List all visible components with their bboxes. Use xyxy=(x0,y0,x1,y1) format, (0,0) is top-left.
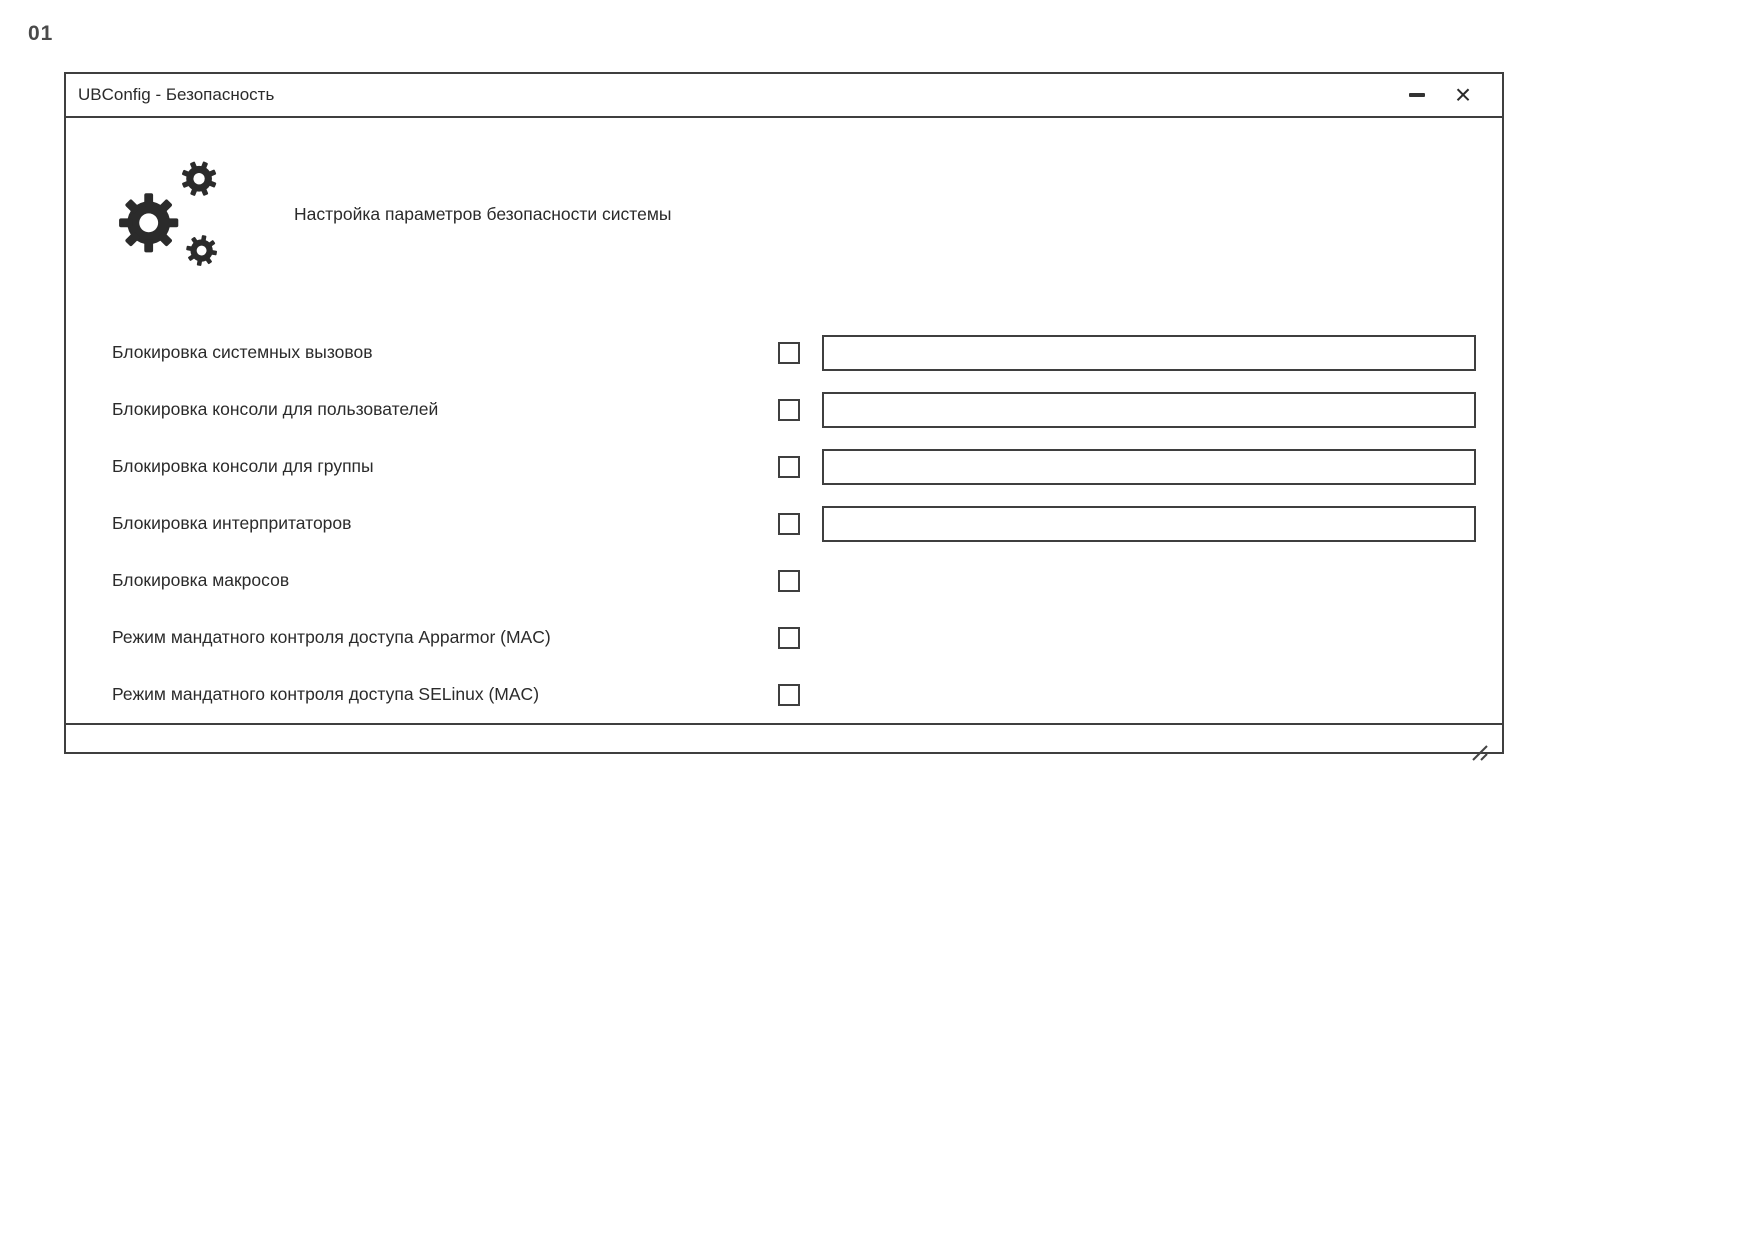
setting-checkbox[interactable] xyxy=(778,399,800,421)
setting-text-input[interactable] xyxy=(822,335,1476,371)
setting-label: Режим мандатного контроля доступа SELinux (MAC) xyxy=(112,684,540,704)
window-statusbar xyxy=(66,723,1502,769)
setting-checkbox[interactable] xyxy=(778,513,800,535)
setting-checkbox[interactable] xyxy=(778,456,800,478)
setting-text-input[interactable] xyxy=(822,392,1476,428)
window-title: UBConfig - Безопасность xyxy=(78,85,275,104)
page-number-label: 01 xyxy=(28,22,54,45)
setting-checkbox[interactable] xyxy=(778,627,800,649)
settings-form xyxy=(112,324,1476,723)
setting-text-input[interactable] xyxy=(822,506,1476,542)
setting-label: Блокировка интерпритаторов xyxy=(112,513,352,533)
settings-row xyxy=(112,381,1476,438)
ubconfig-security-window xyxy=(64,72,1504,754)
settings-row xyxy=(112,666,1476,723)
gears-icon xyxy=(112,151,232,277)
setting-label: Блокировка консоли для пользователей xyxy=(112,399,439,419)
setting-label: Блокировка системных вызовов xyxy=(112,342,373,362)
window-description: Настройка параметров безопасности системы xyxy=(294,203,672,224)
setting-label: Блокировка консоли для группы xyxy=(112,456,374,476)
setting-text-input[interactable] xyxy=(822,449,1476,485)
settings-row xyxy=(112,324,1476,381)
settings-row xyxy=(112,495,1476,552)
setting-checkbox[interactable] xyxy=(778,570,800,592)
resize-grip-icon[interactable] xyxy=(1470,743,1488,761)
settings-row xyxy=(112,609,1476,666)
minimize-button[interactable] xyxy=(1400,78,1434,112)
setting-checkbox[interactable] xyxy=(778,342,800,364)
window-content xyxy=(66,118,1502,723)
header-section xyxy=(112,150,1476,278)
close-button[interactable]: × xyxy=(1446,78,1480,112)
setting-label: Режим мандатного контроля доступа Apparmor (MAC) xyxy=(112,627,551,647)
minimize-icon xyxy=(1409,93,1425,97)
settings-row xyxy=(112,552,1476,609)
window-titlebar xyxy=(66,74,1502,118)
setting-label: Блокировка макросов xyxy=(112,570,290,590)
settings-row xyxy=(112,438,1476,495)
setting-checkbox[interactable] xyxy=(778,684,800,706)
